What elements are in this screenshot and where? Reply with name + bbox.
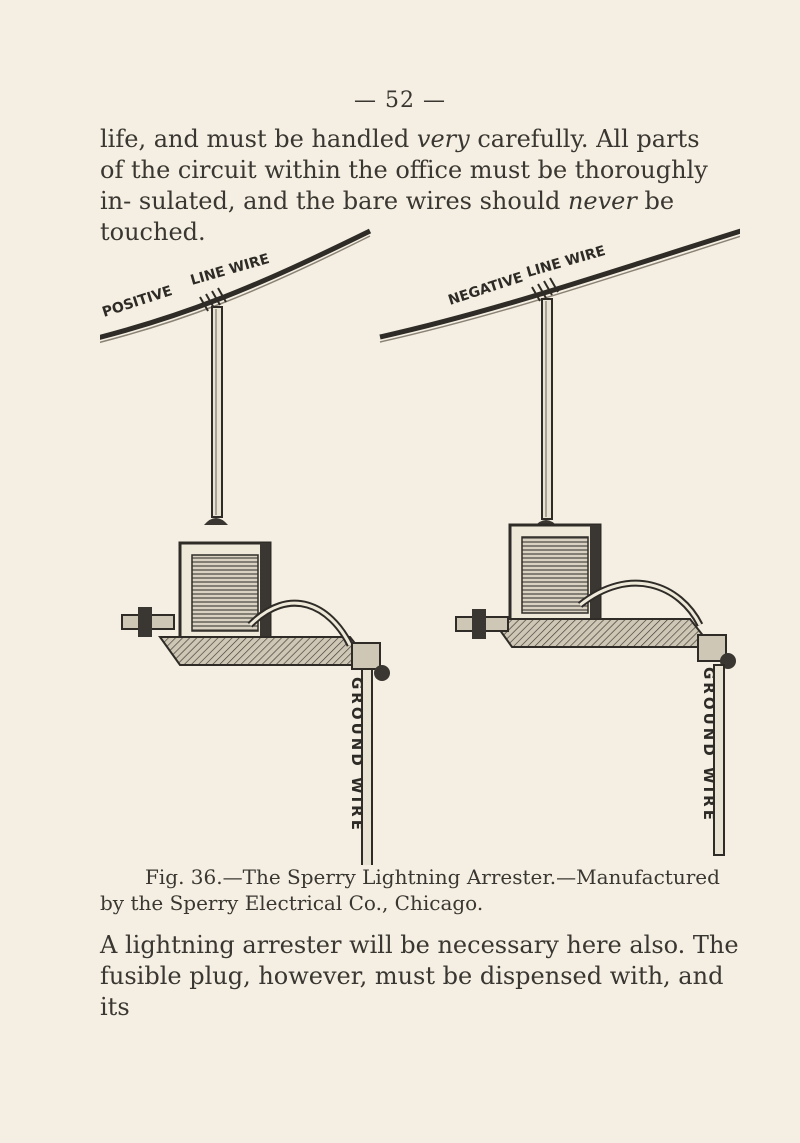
right-line-wire-label: LINE WIRE [524,243,608,281]
left-binding-post [122,607,174,637]
caption-line-1: Fig. 36.—The Sperry Lightning Arrester.—Manufactured [145,865,720,889]
left-coil [192,555,258,631]
paragraph-top-text-1: life, and must be handled [100,125,417,153]
left-ground-wire-label: GROUND WIRE [348,677,366,833]
right-coil [522,537,588,613]
right-base [492,619,712,647]
paragraph-top-emphasis-never: never [567,187,637,215]
paragraph-top-emphasis-very: very [416,125,470,153]
right-ground-wire-label: GROUND WIRE [700,667,718,823]
left-arrester [100,231,390,865]
left-lead-wire [212,307,222,517]
paragraph-bottom: A lightning arrester will be necessary here also. The fusible plug, however, must be dispensed with, and its [100,931,739,1021]
left-base [160,637,372,665]
caption-line-2: by the Sperry Electrical Co., Chicago. [100,891,484,915]
left-positive-label: POSITIVE [100,283,175,321]
paragraph-top-text-2: carefully. All parts of the circuit within the office must be thoroughly in- sulated, and the bare wires should [100,125,708,215]
figure-caption [100,864,730,916]
lightning-arrester-illustration [100,225,740,865]
right-negative-label: NEGATIVE [446,269,526,309]
left-line-wire [100,231,370,347]
page-number: — 52 — [354,88,446,113]
paragraph-top-text-3: be touched. [100,187,675,246]
left-line-wire-label: LINE WIRE [188,251,272,289]
lightning-arrester-figure [100,225,740,865]
right-arrester [380,225,740,855]
right-lead-wire [542,299,552,519]
right-line-wire [380,225,740,337]
right-binding-post [456,609,508,639]
